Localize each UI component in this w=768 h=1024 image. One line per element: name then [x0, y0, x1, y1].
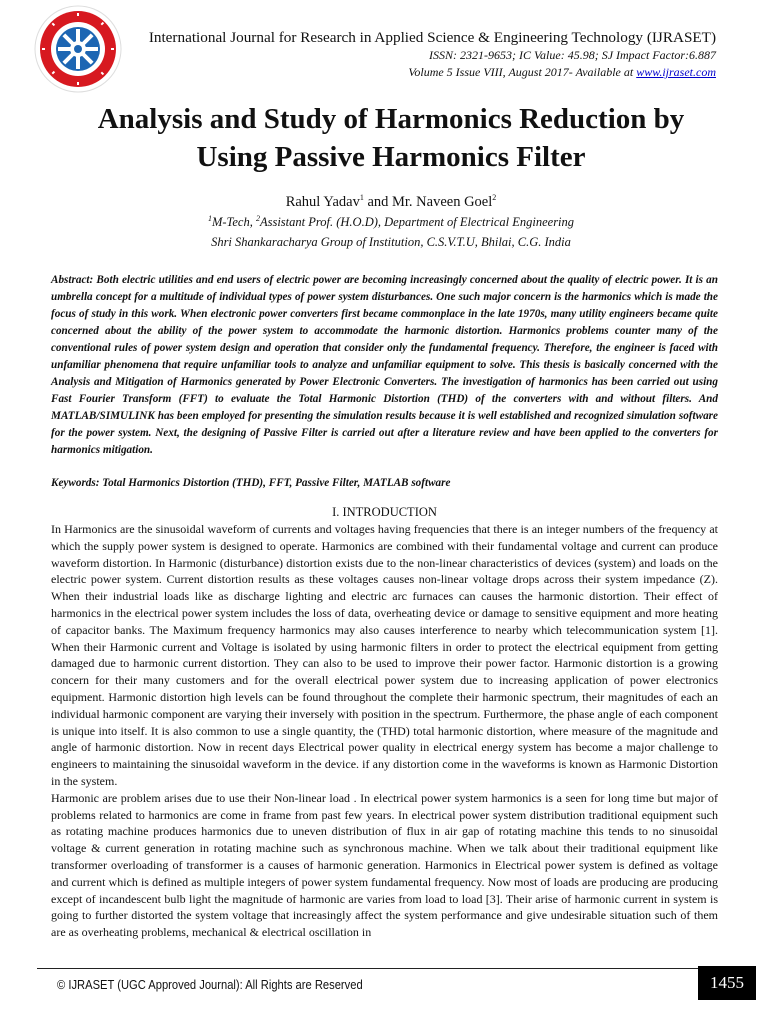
section-heading-introduction: I. INTRODUCTION	[332, 505, 437, 519]
journal-header	[149, 29, 716, 81]
affiliation-line-1	[40, 214, 742, 230]
paragraph-1: In Harmonics are the sinusoidal waveform of currents and voltages having frequencies that there is an integer numbers of the frequency at which the supply power system is designed to operate. Harmonics are combined with their fundamental voltage and current can produce waveform distortion. In Harmonic (disturbance) distortion exists due to the non-linear characteristics of devices (system) and loads on the electric power system. Current distortion results as these voltages causes non-linear voltage drops across their system impedance (Z). When their industrial loads like as discharge lighting and electric arc furnaces can causes the harmonic distortion. Their effect of harmonics in the electrical power system includes the loss of data, overheating device or damage to sensitive equipment and more heating of capacitor banks. The Maximum frequency harmonics may also causes interference to nearby which telecommunication system [1]. When their Harmonic current and Voltage is isolated by using harmonic filters in order to protect the electrical equipment from getting damaged due to harmonic current distortion. They can also to be used to improve their power factor. Harmonic distortion is a growing concern for their many customers and for the overall electrical power system due to increasing application of power electronics equipment. Harmonic distortion high levels can be found throughout the complete their harmonic spectrum, their magnitudes of each an individual harmonic component are varying their inversely with position in the spectrum. Furthermore, the phase angle of each component is unique into itself. It is also common to use a single quantity, the (THD) total harmonic distortion, where measure of the magnitude and angle of harmonic distortion. Now in recent days Electrical power quality in electrical energy system has become a major challenge to engineers to maintaining the sinusoidal waveform in the device. if any distortion come in the waveforms is known as Harmonic Distortion in the system.	[51, 522, 718, 788]
page-number: 1455	[698, 966, 756, 1000]
affil-part-2: Assistant Prof. (H.O.D), Department of Electrical Engineering	[259, 215, 575, 230]
paper-title	[40, 100, 742, 176]
affil-part-1: M-Tech,	[211, 215, 256, 230]
author-2: and Mr. Naveen Goel	[363, 193, 493, 210]
abstract: Abstract: Both electric utilities and end users of electric power are becoming increasingly concerned about the quality of electric power. It is an umbrella concept for a multitude of individual types of power system disturbances. One such major concern is the harmonics which is made the focus of study in this work. When electronic power converters first became commonplace in the late 1970s, many utility engineers became quite concerned about the ability of the power system to accommodate the harmonic distortion. Harmonics problems counter many of the conventional rules of power system design and operation that consider only the fundamental frequency. Therefore, the engineer is faced with unfamiliar phenomena that require unfamiliar tools to analyze and unfamiliar equipment to solve. This thesis is basically concerned with the Analysis and Mitigation of Harmonics generated by Power Electronic Converters. The investigation of harmonics has been carried out using Fast Fourier Transform (FFT) to evaluate the Total Harmonic Distortion (THD) of the converters with and without filters. And MATLAB/SIMULINK has been employed for presenting the simulation results because it is well established and recognized simulation software for the power system. Next, the designing of Passive Filter is carried out after a literature review and have been applied to the converters for harmonics mitigation.	[51, 274, 718, 456]
author-1: Rahul Yadav	[285, 193, 360, 210]
volume-line	[149, 64, 716, 81]
keywords: Keywords: Total Harmonics Distortion (THD), FFT, Passive Filter, MATLAB software	[51, 477, 451, 489]
copyright-notice: © IJRASET (UGC Approved Journal): All Rights are Reserved	[57, 977, 363, 992]
author-2-sup: 2	[492, 193, 497, 202]
issn-line: ISSN: 2321-9653; IC Value: 45.98; SJ Impact Factor:6.887	[429, 48, 716, 62]
title-line-1: Analysis and Study of Harmonics Reduction by	[97, 103, 685, 135]
title-line-2: Using Passive Harmonics Filter	[196, 141, 586, 173]
footer-divider	[37, 968, 731, 969]
journal-logo	[33, 4, 123, 94]
journal-name: International Journal for Research in Applied Science & Engineering Technology (IJRASET)	[148, 29, 716, 46]
introduction-body	[51, 521, 718, 941]
author-line	[40, 193, 742, 211]
affil-sup-2: 2	[255, 214, 260, 223]
affiliation-line-2: Shri Shankaracharya Group of Institution, C.S.V.T.U, Bhilai, C.G. India	[211, 235, 571, 249]
journal-url-link[interactable]: www.ijraset.com	[636, 65, 716, 79]
volume-text: Volume 5 Issue VIII, August 2017- Available at	[408, 65, 637, 79]
affil-sup-1: 1	[207, 214, 212, 223]
author-1-sup: 1	[359, 193, 364, 202]
paragraph-2: Harmonic are problem arises due to use their Non-linear load . In electrical power system harmonics is a seen for long time but major of problems related to harmonics are come in frame from past few years. In electrical power system distribution traditional equipment such as rotating machine produces harmonics due to uneven distribution of flux in air gap of rotating machine this tends to no sinusoidal voltage & current generation in rotating machine such as synchronous machine. When we talk about their traditional equipment like transformer overloading of transformer is a causes of harmonic generation. Harmonics in Electrical power system is defined as voltage and current which is defined as multiple integers of power system fundamental frequency. Now most of loads are producing are producing except of incandescent bulb light the magnitude of harmonic are varies from load to load [3]. Their arise of harmonic current in system is going to further distorted the system voltage that increasingly affect the system performance and give undesirable situation such of them are as overheating problems, mechanical & electrical oscillation in	[51, 790, 718, 940]
